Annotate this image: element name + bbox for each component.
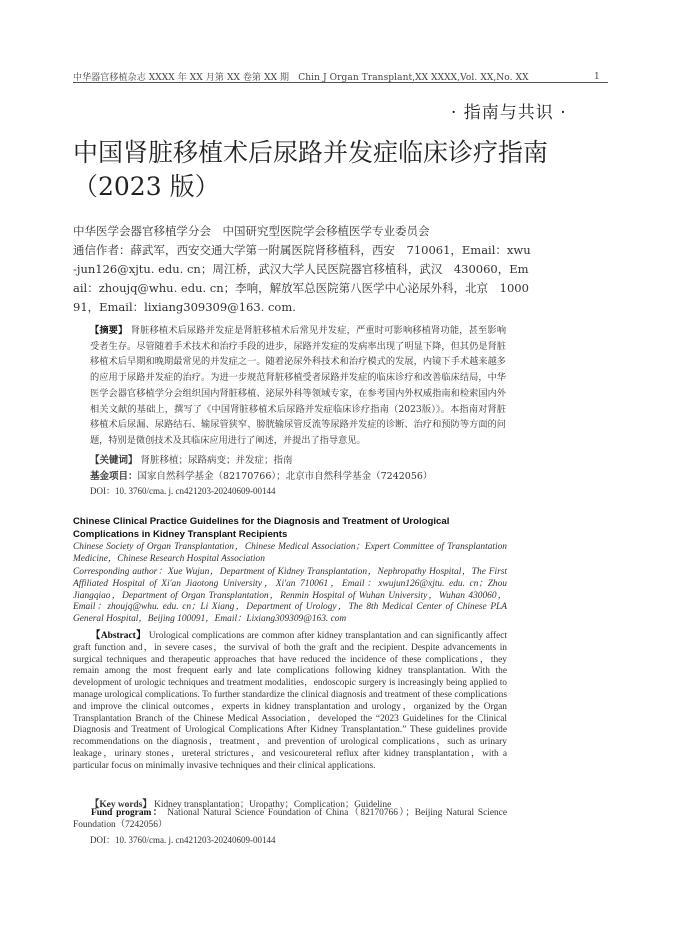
abstract-cn-label: 【摘要】 xyxy=(90,325,128,336)
keywords-en-label: 【Key words】 xyxy=(90,800,152,810)
fund-cn-label: 基金项目： xyxy=(90,471,138,482)
title-en: Chinese Clinical Practice Guidelines for the Diagnosis and Treatment of Urological Complications in Kidney Transplant Recipients xyxy=(73,516,450,540)
abstract-en-label: 【Abstract】 xyxy=(91,631,147,641)
corresponding-en: Corresponding author：Xue Wujun，Department of Kidney Transplantation，Nephropathy Hospital，The First Affiliated Hospital of Xi'an Jiaotong University，Xi'an 710061，Email：xwujun126@xjtu. edu. cn；Zhou Jiangqiao，Department of Organ Transplantation，Renmin Hospital of Wuhan University，Wuhan 430060，Email：zhoujq@whu. edu. cn；Li Xiang，Department of Urology，The 8th Medical Center of Chinese PLA General Hospital，Beijing 100091，Email：Lixiang309309@163. com xyxy=(73,567,507,625)
corresponding-cn: 通信作者：薛武军，西安交通大学第一附属医院肾移植科，西安 710061，Email：xwu-jun126@xjtu. edu. cn；周江桥，武汉大学人民医院器官移植科，武汉 430060，Email：zhoujq@whu. edu. cn；李响，解放军总医院第八医学中心泌尿外科，北京 100091，Email：lixiang309309@163. com. xyxy=(73,243,531,314)
doi-en: DOI：10. 3760/cma. j. cn421203-20240609-00144 xyxy=(90,835,276,845)
title-cn: 中国肾脏移植术后尿路并发症临床诊疗指南（2023 版） xyxy=(73,138,549,201)
keywords-cn-label: 【关键词】 xyxy=(90,455,138,466)
abstract-cn xyxy=(90,323,506,449)
header-rule xyxy=(73,82,608,83)
keywords-cn xyxy=(90,452,293,466)
abstract-en xyxy=(73,631,507,773)
keywords-en-text: Kidney transplantation；Uropathy；Complication；Guideline xyxy=(154,800,392,810)
authors-en: Chinese Society of Organ Transplantation，Chinese Medical Association；Expert Committee of Transplantation Medicine，Chinese Research Hospital Association xyxy=(73,542,507,564)
page-number: 1 xyxy=(594,72,600,82)
fund-cn xyxy=(90,468,432,482)
fund-en xyxy=(73,808,507,832)
authors-cn: 中华医学会器官移植学分会 中国研究型医院学会移植医学专业委员会 xyxy=(73,224,430,238)
abstract-en-text: Urological complications are common after kidney transplantation and can significantly affect graft function and，in severe cases，the survival of both the graft and the recipient. Despite advancements in surgical techniques and therapeutic approaches that have reduced the incidence of these complications，they remain among the most frequent early and late complications following kidney transplantation. With the development of urologic techniques and treatment modalities，endoscopic surgery is increasingly being applied to manage urological complications. To further standardize the clinical diagnosis and treatment of these complications and improve the clinical outcomes，experts in kidney transplantation and urology，organized by the Organ Transplantation Branch of the Chinese Medical Association，developed the “2023 Guidelines for the Clinical Diagnosis and Treatment of Urological Complications After Kidney Transplantation.” These guidelines provide recommendations on the diagnosis，treatment，and prevention of urological complications，such as urinary leakage，urinary stones，ureteral strictures，and vesicoureteral reflux after kidney transplantation，with a particular focus on minimally invasive techniques and their clinical applications. xyxy=(73,631,508,771)
section-label: · 指南与共识 · xyxy=(451,103,567,123)
authors-block-cn xyxy=(73,222,533,317)
doi-cn: DOI：10. 3760/cma. j. cn421203-20240609-00144 xyxy=(90,486,276,496)
fund-en-label: Fund program： xyxy=(91,808,164,818)
fund-en-text: National Natural Science Foundation of China（82170766）；Beijing Natural Science Foundation（7242056） xyxy=(73,808,508,830)
fund-cn-text: 国家自然科学基金（82170766）；北京市自然科学基金（7242056） xyxy=(137,471,433,482)
keywords-cn-text: 肾脏移植；尿路病变；并发症；指南 xyxy=(140,455,293,466)
abstract-cn-text: 肾脏移植术后尿路并发症是肾脏移植术后常见并发症，严重时可影响移植肾功能，甚至影响受者生存。尽管随着手术技术和治疗手段的进步，尿路并发症的发病率出现了明显下降，但其仍是肾脏移植术后早期和晚期最常见的并发症之一。随着泌尿外科技术和治疗模式的发展，内镜下手术越来越多的应用于尿路并发症的治疗。为进一步规范肾脏移植受者尿路并发症的临床诊疗和改善临床结局，中华医学会器官移植学分会组织国内肾脏移植、泌尿外科等领域专家，在参考国内外权威指南和检索国内外相关文献的基础上，撰写了《中国肾脏移植术后尿路并发症临床诊疗指南（2023版）》。本指南对肾脏移植术后尿漏、尿路结石、输尿管狭窄、膀胱输尿管反流等尿路并发症的诊断、治疗和预防等方面的问题，特别是微创技术及其临床应用进行了阐述，并提出了指导意见。 xyxy=(90,325,507,446)
running-head: 中华器官移植杂志 XXXX 年 XX 月第 XX 卷第 XX 期 Chin J Organ Transplant,XX XXXX,Vol. XX,No. XX xyxy=(73,73,529,83)
